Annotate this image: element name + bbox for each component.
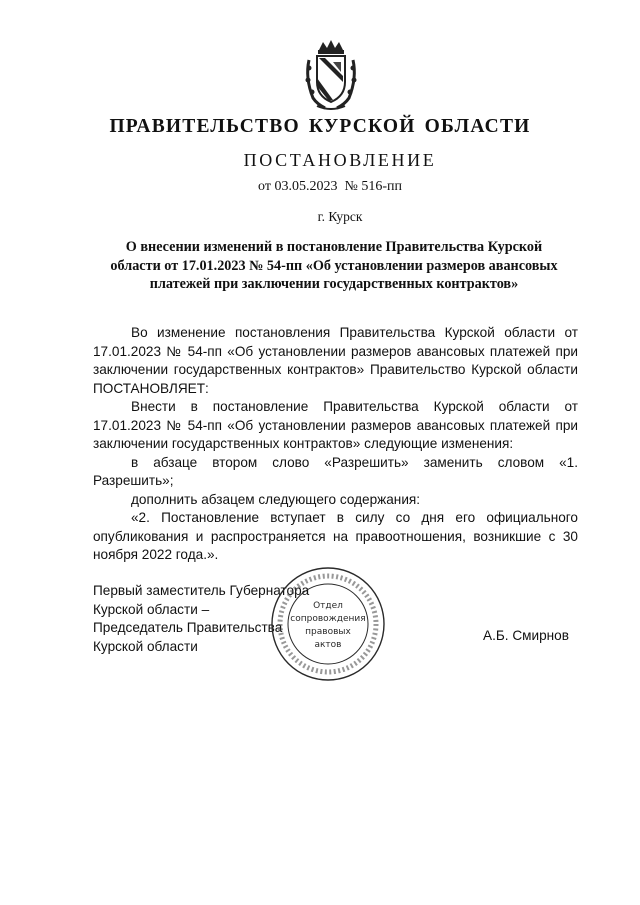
signer-line: Председатель Правительства <box>93 620 283 636</box>
stamp-line: актов <box>314 640 342 650</box>
coat-of-arms-emblem <box>303 38 359 112</box>
stamp-line: правовых <box>305 627 351 637</box>
official-stamp <box>269 565 387 683</box>
document-subject <box>104 238 564 294</box>
body-paragraph: в абзаце втором слово «Разрешить» заменить словом «1. Разрешить»; <box>93 454 578 488</box>
signer-line: Первый заместитель Губернатора <box>93 583 310 598</box>
stamp-line: Отдел <box>313 601 343 611</box>
subject-line: платежей при заключении государственных контрактов» <box>149 276 519 292</box>
organization-title: ПРАВИТЕЛЬСТВО КУРСКОЙ ОБЛАСТИ <box>109 116 531 137</box>
stamp-line: сопровождения <box>290 614 366 624</box>
body-paragraph: Внести в постановление Правительства Курской области от 17.01.2023 № 54-пп «Об установлении размеров авансовых платежей при заключении государственных контрактов» следующие изменения: <box>93 399 578 451</box>
body-paragraph: Во изменение постановления Правительства Курской области от 17.01.2023 № 54-пп «Об установлении размеров авансовых платежей при заключении государственных контрактов» Правительство Курской области ПОСТАНОВЛЯЕТ: <box>93 325 578 396</box>
document-body <box>93 324 578 565</box>
document-type: ПОСТАНОВЛЕНИЕ <box>243 150 437 170</box>
signer-line: Курской области <box>93 638 198 654</box>
signer-name: А.Б. Смирнов <box>483 628 569 643</box>
document-number-date: от 03.05.2023 № 516-пп <box>258 179 402 194</box>
document-city: г. Курск <box>317 209 363 224</box>
subject-line: области от 17.01.2023 № 54-пп «Об установлении размеров авансовых <box>110 257 558 274</box>
body-paragraph: «2. Постановление вступает в силу со дня его официального опубликования и распространяется на правоотношения, возникшие с 30 ноября 2022 года.». <box>93 510 578 562</box>
body-paragraph: дополнить абзацем следующего содержания: <box>131 491 421 507</box>
signer-line: Курской области – <box>93 601 210 617</box>
subject-line: О внесении изменений в постановление Правительства Курской <box>125 239 543 255</box>
